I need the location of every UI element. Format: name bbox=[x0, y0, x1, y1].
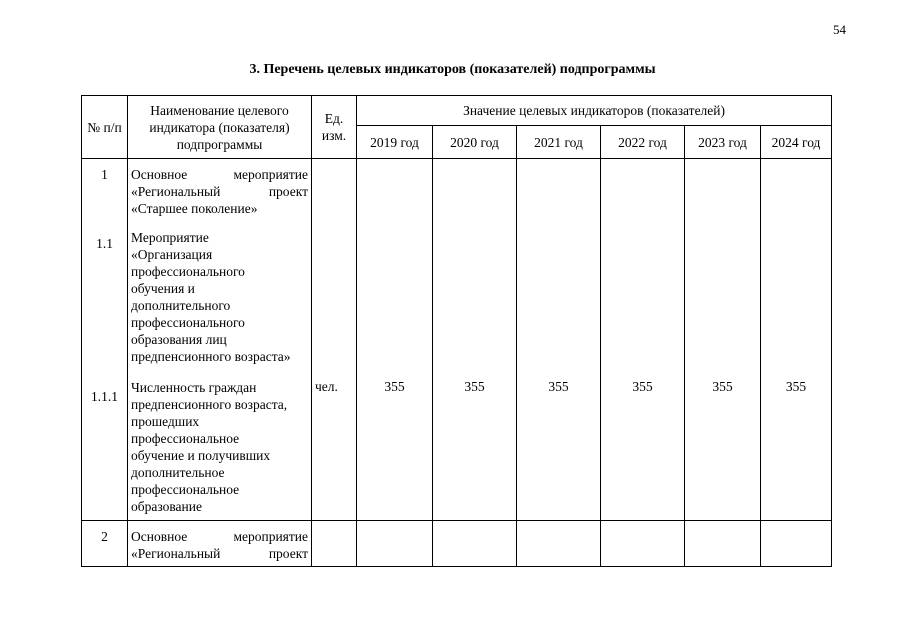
item-name bbox=[131, 229, 308, 365]
header-year: 2020 год bbox=[433, 126, 517, 159]
value-cell bbox=[433, 521, 517, 567]
value-cell bbox=[517, 521, 601, 567]
name-line: дополнительное bbox=[131, 465, 225, 480]
header-year: 2021 год bbox=[517, 126, 601, 159]
name-line: обучения и bbox=[131, 281, 195, 296]
value-cell bbox=[433, 159, 517, 521]
value-cell bbox=[761, 521, 832, 567]
name-line: профессионального bbox=[131, 264, 245, 279]
table-row-2 bbox=[82, 521, 832, 567]
name-word: мероприятие bbox=[233, 167, 308, 182]
value-cell bbox=[685, 521, 761, 567]
name-line: образования лиц bbox=[131, 332, 227, 347]
name-word: проект bbox=[268, 184, 308, 199]
row-num: 1.1 bbox=[96, 236, 113, 251]
value: 355 bbox=[464, 379, 485, 394]
value: 355 bbox=[632, 379, 653, 394]
value: 355 bbox=[384, 379, 405, 394]
value-cell bbox=[357, 159, 433, 521]
name-line: «Организация bbox=[131, 247, 213, 262]
value-cell bbox=[517, 159, 601, 521]
name-line: «Старшее поколение» bbox=[131, 201, 258, 216]
name-line: профессиональное bbox=[131, 431, 240, 446]
value-cell bbox=[601, 159, 685, 521]
name-line: предпенсионного возраста» bbox=[131, 349, 291, 364]
indicators-table bbox=[81, 95, 832, 567]
name-line: Мероприятие bbox=[131, 230, 209, 245]
page-number: 54 bbox=[833, 22, 846, 37]
name-line: Численность граждан bbox=[131, 380, 257, 395]
name-word: Основное bbox=[131, 167, 188, 182]
row-num: 1.1.1 bbox=[91, 389, 118, 404]
name-line: обучение и получивших bbox=[131, 448, 271, 463]
header-name: Наименование целевого индикатора (показателя) подпрограммы bbox=[128, 96, 312, 159]
name-word: «Региональный bbox=[131, 184, 221, 199]
value: 355 bbox=[548, 379, 569, 394]
value-cell bbox=[601, 521, 685, 567]
name-line: дополнительного bbox=[131, 298, 231, 313]
header-year: 2022 год bbox=[601, 126, 685, 159]
row-num: 2 bbox=[101, 529, 108, 544]
table-row-block1 bbox=[82, 159, 832, 521]
name-word: «Региональный bbox=[131, 546, 221, 561]
name-line: прошедших bbox=[131, 414, 200, 429]
item-name bbox=[131, 379, 308, 515]
name-line: профессионального bbox=[131, 315, 245, 330]
unit-cell bbox=[312, 521, 357, 567]
name-word: мероприятие bbox=[233, 529, 308, 544]
section-title: 3. Перечень целевых индикаторов (показателей) подпрограммы bbox=[249, 62, 656, 77]
name-line: образование bbox=[131, 499, 202, 514]
row-num-cell bbox=[82, 521, 128, 567]
name-line: профессиональное bbox=[131, 482, 240, 497]
value-cell bbox=[357, 521, 433, 567]
item-name bbox=[131, 166, 308, 217]
header-year: 2019 год bbox=[357, 126, 433, 159]
header-year: 2024 год bbox=[761, 126, 832, 159]
row-name-cell bbox=[128, 159, 312, 521]
header-year: 2023 год bbox=[685, 126, 761, 159]
unit-value: чел. bbox=[315, 379, 338, 394]
name-line: предпенсионного возраста, bbox=[131, 397, 288, 412]
name-word: Основное bbox=[131, 529, 188, 544]
header-unit: Ед. изм. bbox=[312, 96, 357, 159]
value: 355 bbox=[712, 379, 733, 394]
row-name-cell bbox=[128, 521, 312, 567]
row-num-cell bbox=[82, 159, 128, 521]
value: 355 bbox=[785, 379, 807, 394]
row-num: 1 bbox=[101, 167, 108, 182]
value-cell bbox=[761, 159, 832, 521]
header-values-group: Значение целевых индикаторов (показателей) bbox=[357, 96, 832, 126]
value-cell bbox=[685, 159, 761, 521]
header-num: № п/п bbox=[82, 96, 128, 159]
unit-cell bbox=[312, 159, 357, 521]
name-word: проект bbox=[268, 546, 308, 561]
